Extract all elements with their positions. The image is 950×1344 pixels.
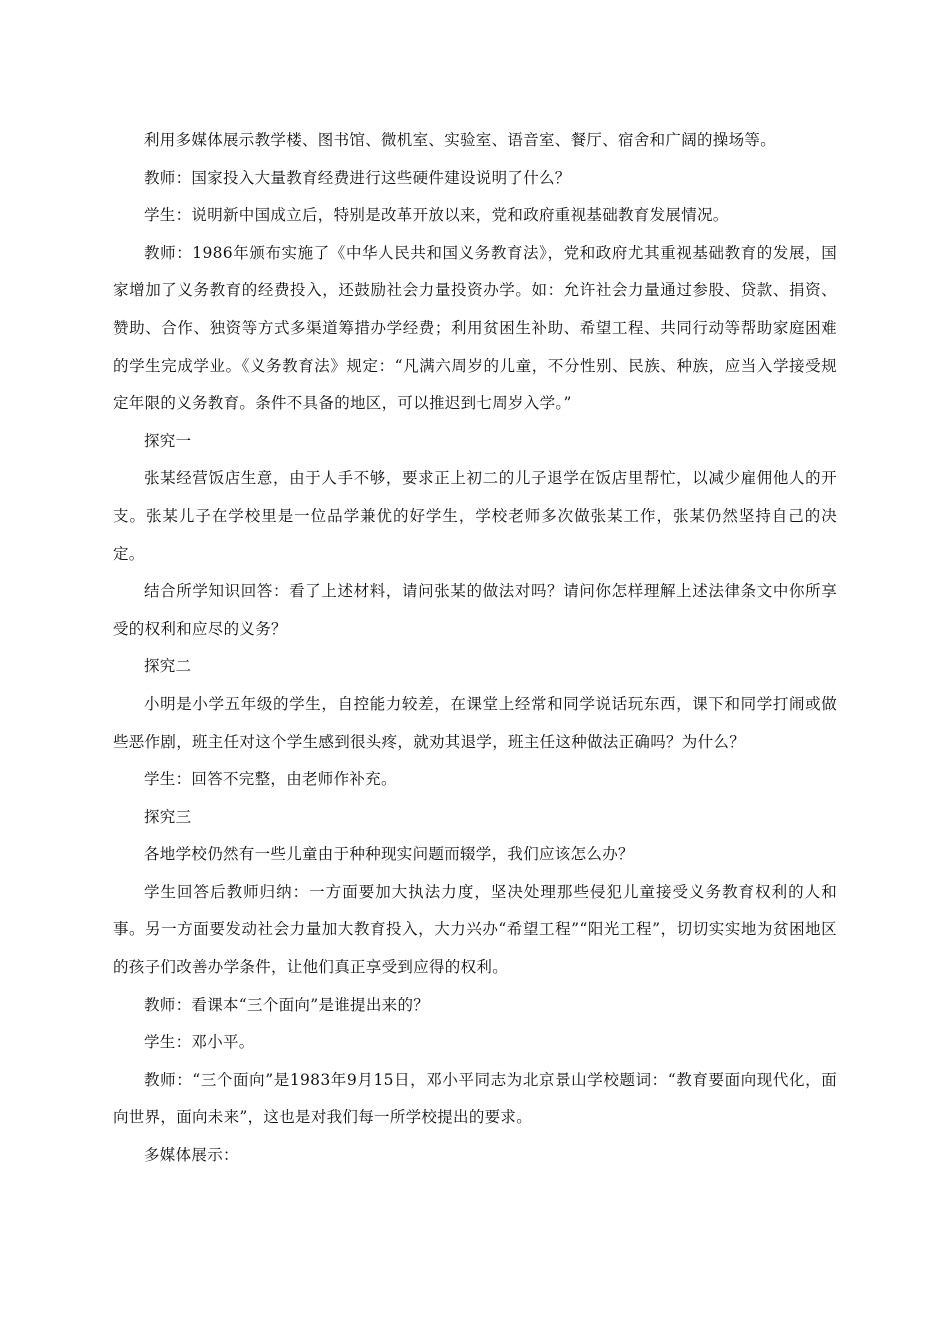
heading-inquiry-three: 探究三 xyxy=(144,807,192,826)
paragraph-three-orientations-explanation: 教师：“三个面向”是1983年9月15日，邓小平同志为北京景山学校题词：“教育要面向现代化，面向世界，面向未来”，这也是对我们每一所学校提出的要求。 xyxy=(113,1070,837,1127)
paragraph-multimedia-show: 多媒体展示： xyxy=(144,1146,239,1165)
paragraph-multimedia-display: 利用多媒体展示教学楼、图书馆、微机室、实验室、语音室、餐厅、宿舍和广阔的操场等。 xyxy=(144,131,777,149)
paragraph-student-answer: 学生：说明新中国成立后，特别是改革开放以来，党和政府重视基础教育发展情况。 xyxy=(144,206,729,225)
heading-inquiry-two: 探究二 xyxy=(144,657,192,676)
paragraph-case-xiaoming: 小明是小学五年级的学生，自控能力较差，在课堂上经常和同学说话玩东西，课下和同学打闹或做些恶作剧，班主任对这个学生感到很头疼，就劝其退学，班主任这种做法正确吗？为什么？ xyxy=(113,694,837,751)
paragraph-dropout-question: 各地学校仍然有一些儿童由于种种现实问题而辍学，我们应该怎么办？ xyxy=(144,845,634,864)
paragraph-deng-xiaoping: 学生：邓小平。 xyxy=(144,1033,255,1052)
document-body xyxy=(113,122,837,1175)
paragraph-question-zhang: 结合所学知识回答：看了上述材料，请问张某的做法对吗？请问你怎样理解上述法律条文中你所享受的权利和应尽的义务？ xyxy=(113,582,837,638)
paragraph-teacher-summary: 学生回答后教师归纳：一方面要加大执法力度，坚决处理那些侵犯儿童接受义务教育权利的人和事。另一方面要发动社会力量加大教育投入，大力兴办“希望工程”“阳光工程”，切切实实地为贫困地区的孩子们改善办学条件，让他们真正享受到应得的权利。 xyxy=(113,882,837,977)
paragraph-case-zhang: 张某经营饭店生意，由于人手不够，要求正上初二的儿子退学在饭店里帮忙，以减少雇佣他人的开支。张某儿子在学校里是一位品学兼优的好学生，学校老师多次做张某工作，张某仍然坚持自己的决定。 xyxy=(113,469,837,563)
heading-inquiry-one: 探究一 xyxy=(144,431,192,450)
paragraph-three-orientations-question: 教师：看课本“三个面向”是谁提出来的？ xyxy=(144,995,430,1014)
paragraph-compulsory-education-law: 教师：1986年颁布实施了《中华人民共和国义务教育法》，党和政府尤其重视基础教育的发展，国家增加了义务教育的经费投入，还鼓励社会力量投资办学。如：允许社会力量通过参股、贷款、捐资、赞助、合作、独资等方式多渠道筹措办学经费；利用贫困生补助、希望工程、共同行动等帮助家庭困难的学生完成学业。《义务教育法》规定：“凡满六周岁的儿童，不分性别、民族、种族，应当入学接受规定年限的义务教育。条件不具备的地区，可以推迟到七周岁入学。” xyxy=(113,243,837,413)
paragraph-teacher-question: 教师：国家投入大量教育经费进行这些硬件建设说明了什么？ xyxy=(144,168,571,187)
paragraph-student-incomplete: 学生：回答不完整，由老师作补充。 xyxy=(144,770,397,789)
